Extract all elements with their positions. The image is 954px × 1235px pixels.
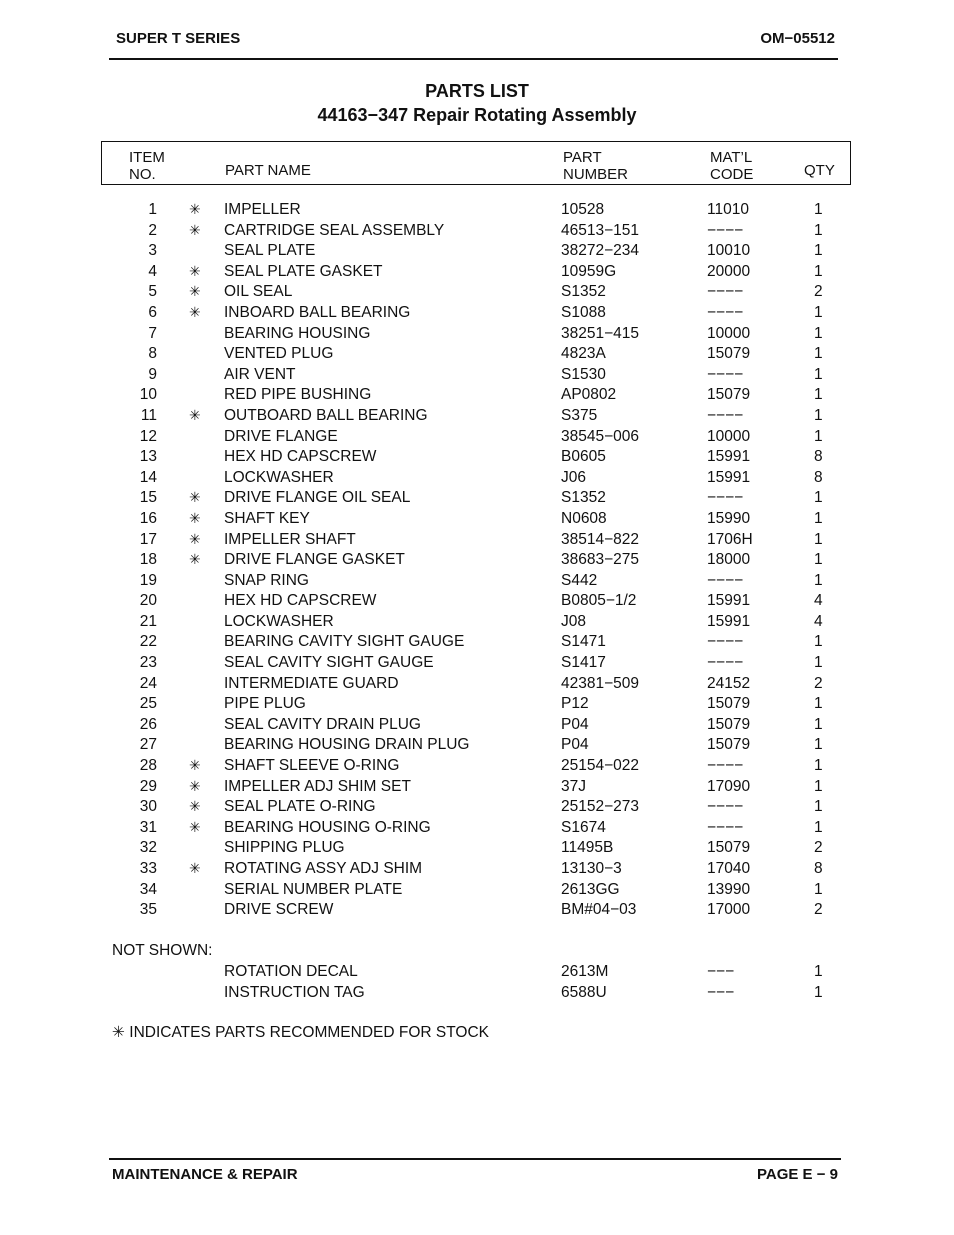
item-number: 30 [139,798,157,816]
table-row [0,633,954,654]
table-row [0,881,954,902]
quantity: 1 [814,880,823,898]
quantity: 2 [814,901,823,919]
item-number: 18 [139,551,157,569]
quantity: 1 [814,365,823,383]
item-number: 20 [139,592,157,610]
quantity: 1 [814,406,823,424]
part-name: SHAFT SLEEVE O-RING [224,757,400,775]
table-row [0,510,954,531]
quantity: 8 [814,448,823,466]
col-part-name: PART NAME [225,162,311,179]
stock-asterisk-icon: ✳ [189,530,201,547]
stock-asterisk-icon: ✳ [189,406,201,423]
not-shown-label: NOT SHOWN: [112,942,213,959]
part-number: S1088 [561,303,606,321]
part-name: OUTBOARD BALL BEARING [224,406,428,424]
item-number: 31 [139,818,157,836]
page-subtitle: 44163−347 Repair Rotating Assembly [317,105,637,125]
material-code: 15991 [707,612,751,630]
table-row [0,222,954,243]
part-name: ROTATING ASSY ADJ SHIM [224,860,423,877]
part-number: S1471 [561,633,606,651]
material-code: −−−− [707,818,744,836]
material-code: −−−− [707,633,744,651]
part-name: DRIVE FLANGE GASKET [224,551,405,569]
part-number: BM#04−03 [561,901,637,919]
stock-asterisk-icon: ✳ [189,551,201,568]
item-number: 29 [139,777,157,795]
col-part-line1: PART [563,149,602,166]
part-name: HEX HD CAPSCREW [224,592,377,610]
item-number: 28 [139,757,157,775]
material-code: 15079 [707,736,751,754]
stock-asterisk-icon: ✳ [189,489,201,506]
quantity: 2 [814,283,823,301]
quantity: 1 [814,715,823,733]
table-row [0,428,954,449]
table-row [0,325,954,346]
item-number: 11 [140,406,157,424]
quantity: 1 [814,221,823,239]
part-name: RED PIPE BUSHING [224,386,372,404]
quantity: 1 [814,530,823,548]
table-row [0,860,954,881]
part-name: AIR VENT [224,365,296,383]
table-row [0,242,954,263]
item-number: 8 [148,345,157,363]
material-code: −−−− [707,654,744,672]
quantity: 1 [814,201,823,218]
part-number: S375 [561,406,598,424]
part-number: AP0802 [561,386,617,404]
item-number: 24 [139,674,157,692]
table-row [0,675,954,696]
table-row [0,984,954,1005]
part-name: IMPELLER ADJ SHIM SET [224,777,411,795]
page-title: PARTS LIST [425,81,529,101]
stock-asterisk-icon: ✳ [189,262,201,279]
table-row [0,819,954,840]
part-name: SERIAL NUMBER PLATE [224,880,403,898]
part-number: 10528 [561,201,605,218]
quantity: 1 [814,242,823,260]
table-row [0,201,954,222]
item-number: 10 [139,386,157,404]
material-code: −−−− [707,571,744,589]
item-number: 2 [148,221,157,239]
quantity: 1 [814,324,823,342]
quantity: 1 [814,345,823,363]
part-name: VENTED PLUG [224,345,334,363]
quantity: 2 [814,674,823,692]
part-name: IMPELLER [224,201,301,218]
stock-legend: ✳ INDICATES PARTS RECOMMENDED FOR STOCK [112,1024,489,1041]
material-code: −−−− [707,406,744,424]
not-shown-list [0,963,954,1004]
quantity: 2 [814,839,823,857]
material-code: −−−− [707,221,744,239]
part-number: 37J [561,777,586,795]
table-row [0,283,954,304]
material-code: 10010 [707,242,751,260]
part-name: SEAL PLATE [224,242,316,260]
part-name: DRIVE FLANGE [224,427,338,445]
material-code: −−− [707,983,735,1001]
part-number: 25152−273 [561,798,640,816]
quantity: 1 [814,509,823,527]
part-number: J08 [561,612,586,630]
table-row [0,695,954,716]
material-code: 15991 [707,592,751,610]
material-code: −−−− [707,757,744,775]
part-number: S442 [561,571,598,589]
part-number: 38683−275 [561,551,640,569]
part-name: SEAL CAVITY SIGHT GAUGE [224,654,434,672]
material-code: 15079 [707,839,751,857]
col-mat-line2: CODE [710,166,754,183]
item-number: 17 [139,530,157,548]
part-name: HEX HD CAPSCREW [224,448,377,466]
quantity: 1 [814,427,823,445]
part-name: BEARING CAVITY SIGHT GAUGE [224,633,465,651]
material-code: −−−− [707,303,744,321]
quantity: 1 [814,757,823,775]
table-row [0,736,954,757]
stock-asterisk-icon: ✳ [189,757,201,774]
item-number: 3 [148,242,157,260]
part-name: SHIPPING PLUG [224,839,345,857]
quantity: 1 [814,303,823,321]
col-qty: QTY [804,162,835,179]
header-series: SUPER T SERIES [116,30,241,47]
table-row [0,654,954,675]
part-name: BEARING HOUSING DRAIN PLUG [224,736,470,754]
stock-asterisk-icon: ✳ [189,798,201,815]
quantity: 1 [814,489,823,507]
quantity: 1 [814,983,823,1001]
table-row [0,448,954,469]
quantity: 1 [814,736,823,754]
material-code: 1706H [707,530,753,548]
quantity: 1 [814,551,823,569]
quantity: 1 [814,571,823,589]
item-number: 27 [139,736,157,754]
item-number: 6 [148,303,157,321]
part-name: INTERMEDIATE GUARD [224,674,399,692]
table-row [0,592,954,613]
table-row [0,304,954,325]
item-number: 19 [139,571,157,589]
material-code: 15991 [707,468,751,486]
part-number: 38514−822 [561,530,640,548]
table-row [0,572,954,593]
material-code: −−−− [707,365,744,383]
part-name: SEAL PLATE GASKET [224,262,383,280]
part-number: 13130−3 [561,860,622,877]
table-row [0,263,954,284]
part-number: S1352 [561,283,606,301]
part-number: B0605 [561,448,606,466]
part-number: 25154−022 [561,757,640,775]
parts-table-body [0,201,954,922]
col-part-line2: NUMBER [563,166,629,183]
material-code: 17000 [707,901,751,919]
table-row [0,531,954,552]
table-row [0,963,954,984]
table-row [0,901,954,922]
item-number: 7 [148,324,157,342]
material-code: −−−− [707,283,744,301]
quantity: 8 [814,468,823,486]
item-number: 22 [139,633,157,651]
material-code: 15079 [707,345,751,363]
item-number: 14 [139,468,157,486]
table-row [0,757,954,778]
part-number: 10959G [561,262,617,280]
header-doc-number: OM−05512 [760,30,835,47]
material-code: 10000 [707,324,751,342]
stock-asterisk-icon: ✳ [189,777,201,794]
footer-page-number: PAGE E − 9 [756,1166,838,1183]
part-name: SNAP RING [224,571,309,589]
material-code: 17040 [707,860,751,877]
footer-section: MAINTENANCE & REPAIR [112,1166,298,1183]
quantity: 8 [814,860,823,877]
part-name: LOCKWASHER [224,468,334,486]
item-number: 16 [139,509,157,527]
item-number: 33 [139,860,157,877]
table-row [0,366,954,387]
material-code: 11010 [707,201,749,218]
part-number: 46513−151 [561,221,640,239]
part-number: 38272−234 [561,242,640,260]
part-number: P04 [561,736,589,754]
material-code: 24152 [707,674,751,692]
part-name: PIPE PLUG [224,695,306,713]
part-number: S1530 [561,365,606,383]
part-name: CARTRIDGE SEAL ASSEMBLY [224,221,445,239]
item-number: 12 [139,427,157,445]
table-row [0,489,954,510]
footer-rule [109,1158,841,1160]
material-code: −−−− [707,798,744,816]
quantity: 1 [814,633,823,651]
part-number: S1352 [561,489,606,507]
material-code: 15079 [707,695,751,713]
part-number: 38545−006 [561,427,640,445]
part-number: B0805−1/2 [561,592,637,610]
part-number: 2613M [561,963,609,980]
part-number: J06 [561,468,586,486]
table-row [0,345,954,366]
item-number: 13 [139,448,157,466]
part-name: BEARING HOUSING [224,324,371,342]
item-number: 5 [148,283,157,301]
table-row [0,469,954,490]
material-code: 10000 [707,427,751,445]
stock-asterisk-icon: ✳ [189,283,201,300]
part-number: P04 [561,715,589,733]
quantity: 1 [814,818,823,836]
material-code: 15079 [707,715,751,733]
quantity: 1 [814,386,823,404]
quantity: 1 [814,262,823,280]
item-number: 21 [139,612,157,630]
part-name: DRIVE SCREW [224,901,334,919]
part-number: N0608 [561,509,607,527]
table-row [0,839,954,860]
stock-asterisk-icon: ✳ [189,201,201,217]
material-code: −−− [707,963,735,980]
part-name: SHAFT KEY [224,509,310,527]
part-name: OIL SEAL [224,283,293,301]
item-number: 26 [139,715,157,733]
quantity: 1 [814,798,823,816]
col-item-line1: ITEM [129,149,165,166]
table-row [0,407,954,428]
part-name: LOCKWASHER [224,612,334,630]
part-name: SEAL CAVITY DRAIN PLUG [224,715,421,733]
part-name: INBOARD BALL BEARING [224,303,411,321]
item-number: 34 [139,880,157,898]
stock-asterisk-icon: ✳ [189,860,201,876]
material-code: 15079 [707,386,751,404]
material-code: 20000 [707,262,751,280]
quantity: 1 [814,777,823,795]
col-item-line2: NO. [129,166,156,183]
quantity: 1 [814,695,823,713]
item-number: 15 [139,489,157,507]
material-code: 17090 [707,777,751,795]
material-code: −−−− [707,489,744,507]
table-row [0,778,954,799]
part-number: S1674 [561,818,606,836]
part-number: S1417 [561,654,606,672]
stock-asterisk-icon: ✳ [189,509,201,526]
quantity: 1 [814,963,823,980]
table-row [0,551,954,572]
item-number: 23 [139,654,157,672]
part-number: 4823A [561,345,606,363]
item-number: 1 [148,201,157,218]
material-code: 13990 [707,880,751,898]
item-number: 32 [139,839,157,857]
part-number: 38251−415 [561,324,640,342]
part-name: INSTRUCTION TAG [224,983,365,1001]
part-number: 2613GG [561,880,620,898]
item-number: 25 [139,695,157,713]
quantity: 1 [814,654,823,672]
item-number: 9 [148,365,157,383]
quantity: 4 [814,612,823,630]
quantity: 4 [814,592,823,610]
part-name: BEARING HOUSING O-RING [224,818,431,836]
stock-asterisk-icon: ✳ [189,818,201,835]
stock-asterisk-icon: ✳ [189,221,201,238]
part-name: DRIVE FLANGE OIL SEAL [224,489,411,507]
table-row [0,613,954,634]
header-rule [109,58,838,60]
stock-asterisk-icon: ✳ [189,303,201,320]
part-name: IMPELLER SHAFT [224,530,356,548]
item-number: 35 [139,901,157,919]
table-row [0,716,954,737]
part-name: ROTATION DECAL [224,963,358,980]
material-code: 18000 [707,551,751,569]
part-number: 6588U [561,983,607,1001]
part-name: SEAL PLATE O-RING [224,798,376,816]
part-number: 42381−509 [561,674,640,692]
item-number: 4 [148,262,157,280]
table-row [0,798,954,819]
material-code: 15991 [707,448,751,466]
part-number: P12 [561,695,589,713]
part-number: 11495B [561,839,614,857]
col-mat-line1: MAT’L [710,149,753,166]
material-code: 15990 [707,509,751,527]
table-row [0,386,954,407]
